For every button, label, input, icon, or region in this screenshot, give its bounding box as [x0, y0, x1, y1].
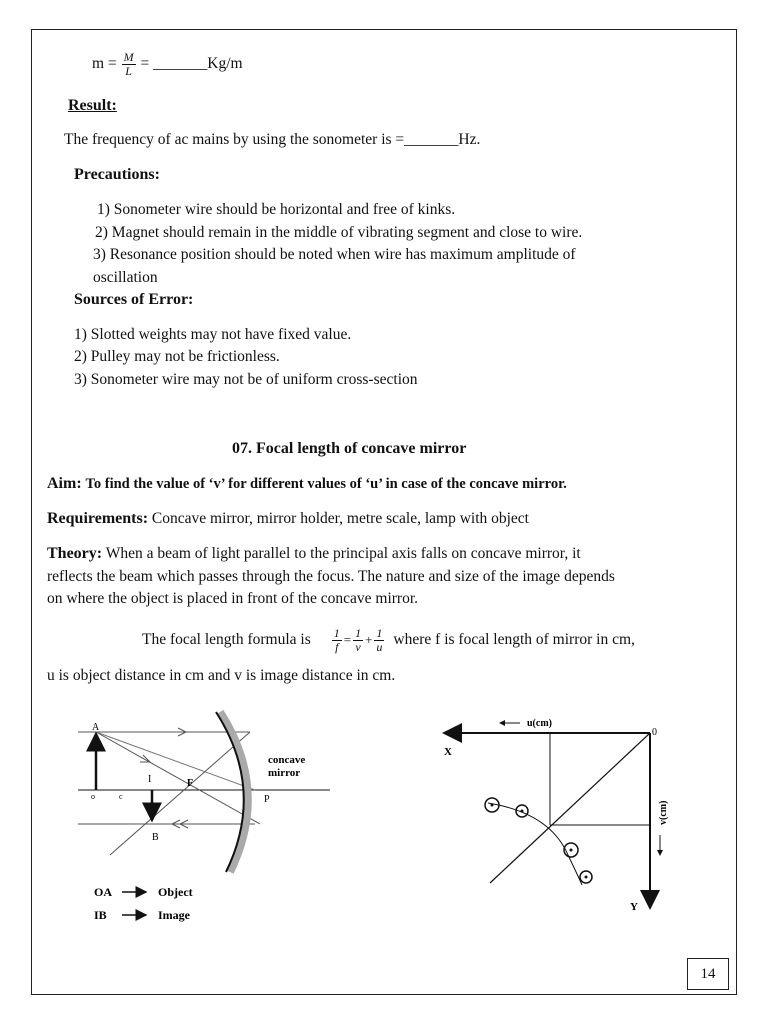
ray-diagram	[70, 700, 360, 930]
focal-formula-line: The focal length formula is $\frac{1}{f}$ = $\frac{1}{v}$ + $\frac{1}{u}$ where f is focal length of mirror in cm,	[142, 625, 635, 654]
label-a: A	[92, 722, 100, 733]
focal-formula-line-2: u is object distance in cm and v is image distance in cm.	[47, 667, 396, 684]
theory-line-3: on where the object is placed in front of the concave mirror.	[47, 590, 419, 607]
label-i: I	[148, 774, 152, 785]
y-label: Y	[630, 901, 638, 913]
aim-line	[47, 475, 567, 493]
theory-line-2: reflects the beam which passes through the focus. The nature and size of the image depends	[47, 568, 615, 585]
error-item: 3) Sonometer wire may not be of uniform cross-section	[74, 371, 418, 388]
legend-ib: IB	[94, 908, 107, 922]
mass-formula: m = $\frac{M}{L}$ = _______Kg/m	[92, 50, 243, 78]
result-heading: Result:	[68, 97, 117, 114]
label-f: F	[187, 778, 194, 789]
error-item: 1) Slotted weights may not have fixed value.	[74, 326, 352, 343]
mirror-label: mirror	[268, 767, 301, 779]
label-c: c	[119, 792, 123, 801]
page-number: 14	[687, 958, 729, 990]
error-item: 2) Pulley may not be frictionless.	[74, 348, 280, 365]
label-b: B	[152, 832, 159, 843]
precaution-item: 1) Sonometer wire should be horizontal and free of kinks.	[97, 201, 456, 218]
aim-label: Aim:	[47, 475, 82, 492]
legend-object: Object	[158, 885, 193, 899]
requirements-text: Concave mirror, mirror holder, metre scale, lamp with object	[151, 510, 529, 527]
ray-line	[110, 732, 250, 855]
sources-of-error-heading: Sources of Error:	[74, 291, 194, 308]
theory-label: Theory:	[47, 545, 103, 562]
mirror-label: concave	[268, 754, 306, 766]
precaution-item: 3) Resonance position should be noted when wire has maximum amplitude of	[93, 246, 576, 263]
label-p: P	[264, 794, 270, 805]
result-text: The frequency of ac mains by using the sonometer is =_______Hz.	[64, 131, 481, 148]
requirements-label: Requirements:	[47, 510, 149, 527]
label-o: o	[91, 792, 95, 801]
legend-image: Image	[158, 908, 190, 922]
precautions-heading: Precautions:	[74, 166, 160, 183]
legend-oa: OA	[94, 885, 112, 899]
uv-graph	[430, 705, 690, 920]
experiment-title: 07. Focal length of concave mirror	[232, 440, 467, 457]
precaution-item: oscillation	[93, 269, 158, 286]
diagonal-line	[490, 733, 650, 883]
requirements-line	[47, 510, 529, 528]
aim-text: To find the value of ‘v’ for different values of ‘u’ in case of the concave mirror.	[85, 476, 567, 492]
data-points	[485, 798, 592, 883]
origin-label: 0	[652, 727, 657, 738]
theory-line-1: Theory: When a beam of light parallel to the principal axis falls on concave mirror, it	[47, 545, 581, 562]
precaution-item: 2) Magnet should remain in the middle of vibrating segment and close to wire.	[95, 224, 583, 241]
x-label: X	[444, 746, 452, 758]
v-label: v(cm)	[658, 800, 669, 825]
u-label: u(cm)	[527, 718, 552, 729]
